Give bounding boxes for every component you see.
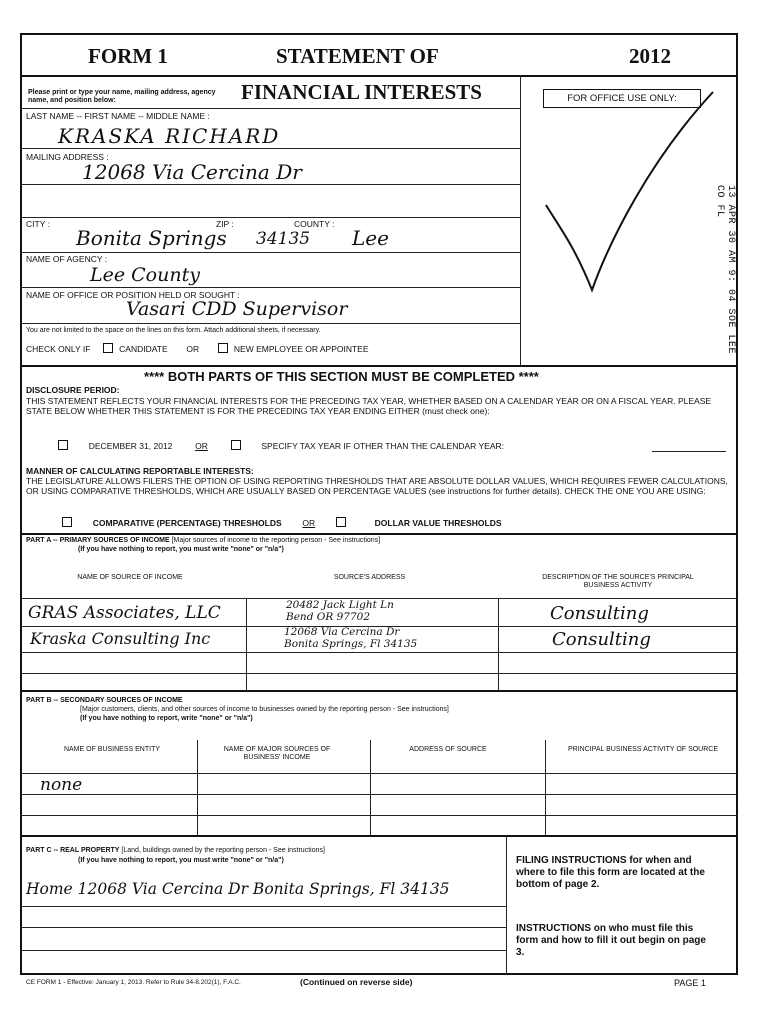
city-label: CITY : xyxy=(26,219,50,229)
section-rule-4 xyxy=(20,835,738,837)
dollar-checkbox[interactable] xyxy=(336,517,346,527)
part-a-subnote: (If you have nothing to report, you must write "none" or "n/a") xyxy=(78,546,284,553)
identity-rule-1 xyxy=(20,148,520,149)
check-only-row xyxy=(26,343,369,354)
identity-rule-5 xyxy=(20,287,520,288)
part-c-entry[interactable]: Home 12068 Via Cercina Dr Bonita Springs, Fl 34135 xyxy=(26,880,450,898)
comparative-label: COMPARATIVE (PERCENTAGE) THRESHOLDS xyxy=(92,518,282,528)
form-label: FORM 1 xyxy=(88,44,168,68)
office-checkmark xyxy=(530,80,730,300)
part-a-row2-address1[interactable]: 12068 Via Cercina Dr xyxy=(284,626,400,638)
part-a-col-1: NAME OF SOURCE OF INCOME xyxy=(77,574,183,581)
city-value[interactable]: Bonita Springs xyxy=(76,226,227,250)
part-c-heading-row xyxy=(26,847,506,855)
part-b-heading: PART B -- SECONDARY SOURCES OF INCOME xyxy=(26,697,183,704)
name-value[interactable]: KRASKA RICHARD xyxy=(58,124,281,148)
threshold-or-label: OR xyxy=(302,518,316,528)
part-b-divider-2 xyxy=(370,740,371,835)
part-c-note: [Land, buildings owned by the reporting person - See instructions] xyxy=(121,847,325,854)
name-label: LAST NAME -- FIRST NAME -- MIDDLE NAME : xyxy=(26,111,210,121)
part-a-row2-activity[interactable]: Consulting xyxy=(552,629,651,650)
part-a-row2-address2[interactable]: Bonita Springs, Fl 34135 xyxy=(284,638,418,650)
part-c-rule-3 xyxy=(20,950,506,951)
form-year: 2012 xyxy=(629,44,671,68)
identity-instruction: Please print or type your name, mailing address, agency name, and position below: xyxy=(28,89,216,104)
section-rule-1 xyxy=(20,365,738,367)
part-a-note: [Major sources of income to the reporting person - See instructions] xyxy=(171,537,381,544)
part-b-rule-2 xyxy=(20,794,738,795)
period-text: THIS STATEMENT REFLECTS YOUR FINANCIAL INTERESTS FOR THE PRECEDING TAX YEAR, WHETHER BASED ON A CALENDAR YEAR OR ON A FISCAL YEAR. PLEASE STATE BELOW WHETHER THIS STATEMENT IS FOR THE PRECEDING TAX YEAR ENDING EITHER (must check one): xyxy=(26,396,712,416)
part-a-col-2: SOURCE'S ADDRESS xyxy=(333,574,406,581)
part-a-row1-address1[interactable]: 20482 Jack Light Ln xyxy=(286,599,394,611)
identity-rule-4 xyxy=(20,252,520,253)
section-rule-2 xyxy=(20,533,738,535)
part-b-col-2: NAME OF MAJOR SOURCES OF BUSINESS' INCOME xyxy=(223,746,331,761)
part-b-rule-3 xyxy=(20,815,738,816)
part-b-entry[interactable]: none xyxy=(40,775,83,795)
receipt-stamp: 13 APR 30 AM 9: 04 SOE LEE CO FL xyxy=(714,185,736,355)
part-a-rule-4 xyxy=(20,673,738,674)
part-b-subnote2: (If you have nothing to report, write "none" or "n/a") xyxy=(80,715,253,722)
december-checkbox[interactable] xyxy=(58,440,68,450)
manner-heading: MANNER OF CALCULATING REPORTABLE INTERESTS: xyxy=(26,466,254,476)
part-b-col-1: NAME OF BUSINESS ENTITY xyxy=(63,746,161,753)
zip-value[interactable]: 34135 xyxy=(256,229,311,249)
or-label: OR xyxy=(186,344,200,354)
mailing-label: MAILING ADDRESS : xyxy=(26,152,109,162)
footer-page: PAGE 1 xyxy=(674,978,706,988)
agency-label: NAME OF AGENCY : xyxy=(26,254,108,264)
part-a-row1-name[interactable]: GRAS Associates, LLC xyxy=(28,603,221,623)
period-or-label: OR xyxy=(195,441,208,451)
part-a-row1-address2[interactable]: Bend OR 97702 xyxy=(286,611,371,623)
part-a-row1-activity[interactable]: Consulting xyxy=(550,603,649,624)
part-a-row2-name[interactable]: Kraska Consulting Inc xyxy=(30,629,211,648)
specify-checkbox[interactable] xyxy=(231,440,241,450)
zip-label: ZIP : xyxy=(216,219,234,229)
office-value[interactable]: Vasari CDD Supervisor xyxy=(126,298,348,320)
both-parts-heading: **** BOTH PARTS OF THIS SECTION MUST BE COMPLETED **** xyxy=(144,369,539,384)
part-c-heading: PART C -- REAL PROPERTY xyxy=(26,847,120,854)
identity-divider xyxy=(520,75,521,365)
part-b-subnote1: [Major customers, clients, and other sources of income to businesses owned by the reporting person - See instructions] xyxy=(80,706,449,713)
check-only-label: CHECK ONLY IF xyxy=(26,344,91,354)
part-b-col-4: PRINCIPAL BUSINESS ACTIVITY OF SOURCE xyxy=(568,746,719,753)
part-a-rule-3 xyxy=(20,652,738,653)
footer-middle: (Continued on reverse side) xyxy=(300,977,413,987)
header-rule xyxy=(20,75,738,77)
part-b-rule-1 xyxy=(20,773,738,774)
part-c-rule-2 xyxy=(20,927,506,928)
filing-instructions-2: INSTRUCTIONS on who must file this form and how to fill it out begin on page 3. xyxy=(516,923,706,958)
filing-instructions-1: FILING INSTRUCTIONS for when and where to file this form are located at the bottom of page 2. xyxy=(516,855,705,890)
new-employee-label: NEW EMPLOYEE OR APPOINTEE xyxy=(233,344,369,354)
footer-left: CE FORM 1 - Effective: January 1, 2013. Refer to Rule 34-8.202(1), F.A.C. xyxy=(26,979,241,986)
title-line2: FINANCIAL INTERESTS xyxy=(241,80,482,104)
period-options xyxy=(58,440,504,451)
part-a-divider-1 xyxy=(246,598,247,690)
candidate-checkbox[interactable] xyxy=(103,343,113,353)
new-employee-checkbox[interactable] xyxy=(218,343,228,353)
dollar-label: DOLLAR VALUE THRESHOLDS xyxy=(374,518,502,528)
specify-line xyxy=(652,451,726,452)
specify-label: SPECIFY TAX YEAR IF OTHER THAN THE CALENDAR YEAR: xyxy=(261,441,505,451)
manner-text: THE LEGISLATURE ALLOWS FILERS THE OPTION OF USING REPORTING THRESHOLDS THAT ARE ABSOLUTE DOLLAR VALUES, WHICH REQUIRES FEWER CALCULATIONS, OR USING COMPARATIVE THRESHOLDS, WHICH ARE USUALLY BASED ON PERCENTAGE VALUES (see instructions for further details). CHECK THE ONE YOU ARE USING: xyxy=(26,476,728,496)
identity-rule-2 xyxy=(20,184,520,185)
part-c-rule-1 xyxy=(20,906,506,907)
office-use-label: FOR OFFICE USE ONLY: xyxy=(567,93,677,104)
part-a-heading-row xyxy=(26,537,726,545)
part-b-divider-1 xyxy=(197,740,198,835)
december-label: DECEMBER 31, 2012 xyxy=(88,441,173,451)
part-c-divider xyxy=(506,835,507,975)
part-a-divider-2 xyxy=(498,598,499,690)
county-value[interactable]: Lee xyxy=(352,226,389,250)
part-a-heading: PART A -- PRIMARY SOURCES OF INCOME xyxy=(26,537,170,544)
comparative-checkbox[interactable] xyxy=(62,517,72,527)
section-rule-3 xyxy=(20,690,738,692)
mailing-value[interactable]: 12068 Via Cercina Dr xyxy=(82,160,302,184)
identity-rule-6 xyxy=(20,323,520,324)
part-b-col-3: ADDRESS OF SOURCE xyxy=(409,746,487,753)
agency-value[interactable]: Lee County xyxy=(90,264,200,286)
identity-rule-0 xyxy=(20,108,520,109)
office-label: NAME OF OFFICE OR POSITION HELD OR SOUGHT : xyxy=(26,290,240,300)
identity-rule-3 xyxy=(20,217,520,218)
part-b-divider-3 xyxy=(545,740,546,835)
title-line1: STATEMENT OF xyxy=(276,44,439,68)
county-label: COUNTY : xyxy=(294,219,335,229)
threshold-options xyxy=(62,517,502,528)
candidate-label: CANDIDATE xyxy=(119,344,168,354)
part-a-col-3: DESCRIPTION OF THE SOURCE'S PRINCIPAL BUSINESS ACTIVITY xyxy=(542,574,694,589)
period-heading: DISCLOSURE PERIOD: xyxy=(26,385,120,395)
limit-note: You are not limited to the space on the lines on this form. Attach additional sheets, if necessary. xyxy=(26,327,321,334)
part-c-subnote: (If you have nothing to report, you must write "none" or "n/a") xyxy=(78,857,284,864)
